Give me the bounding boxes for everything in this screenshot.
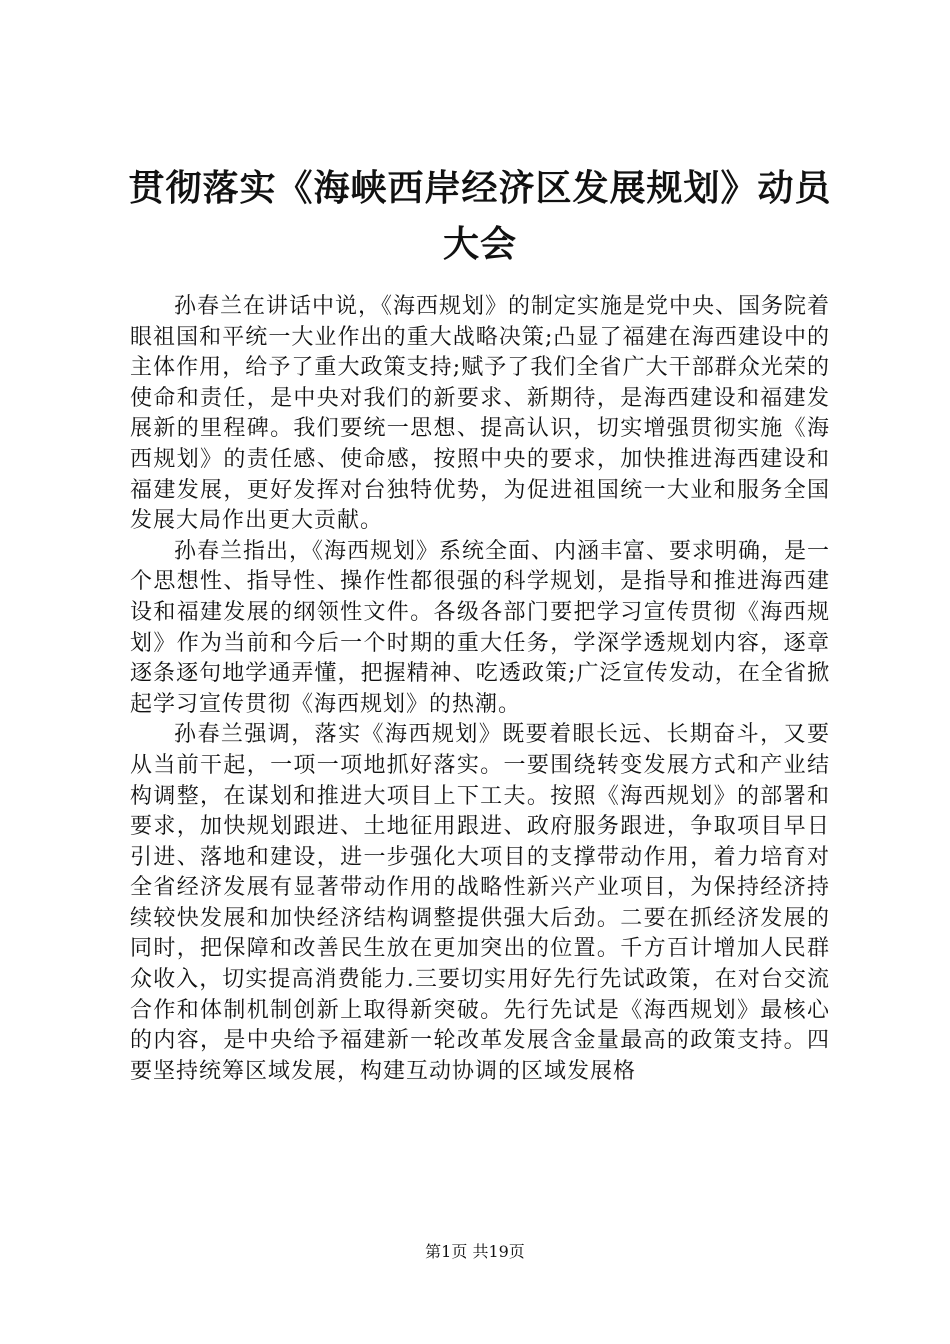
document-body <box>130 292 830 1087</box>
paragraph-2: 孙春兰指出，《海西规划》系统全面、内涵丰富、要求明确，是一个思想性、指导性、操作性都很强的科学规划，是指导和推进海西建设和福建发展的纲领性文件。各级各部门要把学习宣传贯彻《海西规划》作为当前和今后一个时期的重大任务，学深学透规划内容，逐章逐条逐句地学通弄懂，把握精神、吃透政策;广泛宣传发动，在全省掀起学习宣传贯彻《海西规划》的热潮。 <box>130 538 831 717</box>
paragraph-3: 孙春兰强调，落实《海西规划》既要着眼长远、长期奋斗，又要从当前干起，一项一项地抓好落实。一要围绕转变发展方式和产业结构调整，在谋划和推进大项目上下工夫。按照《海西规划》的部署和要求，加快规划跟进、土地征用跟进、政府服务跟进，争取项目早日引进、落地和建设，进一步强化大项目的支撑带动作用，着力培育对全省经济发展有显著带动作用的战略性新兴产业项目，为保持经济持续较快发展和加快经济结构调整提供强大后劲。二要在抓经济发展的同时，把保障和改善民生放在更加突出的位置。千方百计增加人民群众收入，切实提高消费能力.三要切实用好先行先试政策，在对台交流合作和体制机制创新上取得新突破。先行先试是《海西规划》最核心的内容，是中央给予福建新一轮改革发展含金量最高的政策支持。四要坚持统筹区域发展，构建互动协调的区域发展格 <box>130 722 830 1084</box>
page-number-footer: 第1页 共19页 <box>425 1242 525 1261</box>
document-title: 贯彻落实《海峡西岸经济区发展规划》动员大会 <box>128 167 832 265</box>
paragraph-1: 孙春兰在讲话中说，《海西规划》的制定实施是党中央、国务院着眼祖国和平统一大业作出的重大战略决策;凸显了福建在海西建设中的主体作用，给予了重大政策支持;赋予了我们全省广大干部群众光荣的使命和责任，是中央对我们的新要求、新期待，是海西建设和福建发展新的里程碑。我们要统一思想、提高认识，切实增强贯彻实施《海西规划》的责任感、使命感，按照中央的要求，加快推进海西建设和福建发展，更好发挥对台独特优势，为促进祖国统一大业和服务全国发展大局作出更大贡献。 <box>130 294 831 534</box>
